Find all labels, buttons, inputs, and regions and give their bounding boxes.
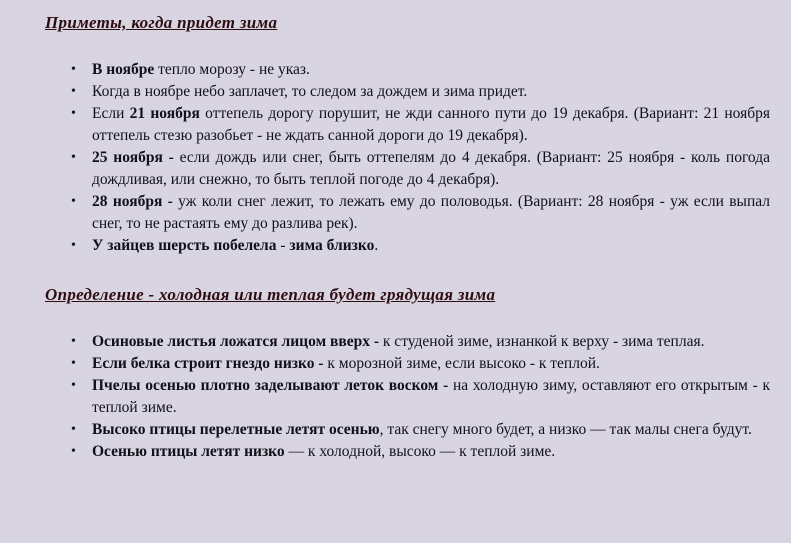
- section-heading: Приметы, когда придет зима: [45, 13, 278, 32]
- text-segment: Осиновые листья ложатся лицом вверх -: [92, 333, 380, 350]
- text-segment: -: [276, 237, 290, 254]
- list-item: [45, 59, 770, 81]
- text-segment: 28 ноября -: [92, 193, 173, 210]
- text-segment: .: [374, 237, 379, 254]
- document-section: [45, 12, 770, 257]
- text-segment: — к холодной, высоко — к теплой зиме.: [284, 443, 556, 460]
- text-segment: Осенью птицы летят низко: [92, 443, 285, 460]
- list-item: [45, 331, 770, 353]
- list-item: [45, 375, 770, 419]
- list-item: [45, 419, 770, 441]
- list-item: [45, 235, 770, 257]
- text-segment: Высоко птицы перелетные летят осенью: [92, 421, 380, 438]
- text-segment: на холодную зиму, оставляют его открытым - к теплой зиме.: [92, 377, 770, 416]
- list-item: [45, 353, 770, 375]
- text-segment: к студеной зиме, изнанкой к верху - зима теплая.: [379, 333, 705, 350]
- list-item: [45, 103, 770, 147]
- text-segment: В ноябре: [92, 61, 155, 78]
- text-segment: Если: [92, 105, 130, 122]
- text-segment: зима близко: [289, 237, 375, 254]
- text-segment: , так снегу много будет, а низко — так малы снега будут.: [379, 421, 752, 438]
- bullet-list: [45, 331, 770, 463]
- text-segment: к морозной зиме, если высоко - к теплой.: [323, 355, 600, 372]
- text-segment: Пчелы осенью плотно заделывают леток воском -: [92, 377, 449, 394]
- section-heading: Определение - холодная или теплая будет грядущая зима: [45, 285, 496, 304]
- document-body: [45, 12, 770, 463]
- text-segment: тепло морозу - не указ.: [154, 61, 310, 78]
- text-segment: оттепель дорогу порушит, не жди санного пути до 19 декабря. (Вариант: 21 ноября оттепель стезю разобьет - не ждать санной дороги до 19 декабря).: [92, 105, 770, 144]
- list-item: [45, 191, 770, 235]
- list-item: [45, 147, 770, 191]
- text-segment: 21 ноября: [129, 105, 200, 122]
- list-item: [45, 81, 770, 103]
- text-segment: У зайцев шерсть побелела: [92, 237, 277, 254]
- bullet-list: [45, 59, 770, 257]
- text-segment: Когда в ноябре небо заплачет, то следом за дождем и зима придет.: [92, 83, 528, 100]
- document-section: [45, 284, 770, 463]
- text-segment: если дождь или снег, быть оттепелям до 4 декабря. (Вариант: 25 ноября - коль погода дождливая, или снежно, то быть теплой погоде до 4 декабря).: [92, 149, 770, 188]
- list-item: [45, 441, 770, 463]
- text-segment: уж коли снег лежит, то лежать ему до половодья. (Вариант: 28 ноября - уж если выпал снег, то не растаять ему до разлива рек).: [92, 193, 770, 232]
- text-segment: Если белка строит гнездо низко -: [92, 355, 324, 372]
- text-segment: 25 ноября -: [92, 149, 174, 166]
